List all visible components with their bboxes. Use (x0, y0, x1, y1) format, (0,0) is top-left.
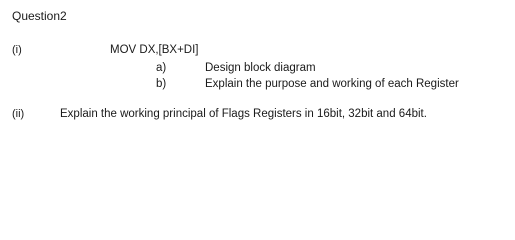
question-1-number: (i) (12, 44, 22, 56)
question-2-text: Explain the working principal of Flags Registers in 16bit, 32bit and 64bit. (60, 108, 427, 120)
question-2-number: (ii) (12, 108, 25, 120)
question-heading: Question2 (12, 9, 67, 23)
question-1-instruction: MOV DX,[BX+DI] (110, 44, 199, 56)
question-1-part-a-text: Design block diagram (205, 62, 316, 74)
question-1-part-b-marker: b) (156, 78, 167, 90)
question-1-part-b-text: Explain the purpose and working of each Register (205, 78, 459, 90)
question-1-part-a-marker: a) (156, 62, 167, 74)
